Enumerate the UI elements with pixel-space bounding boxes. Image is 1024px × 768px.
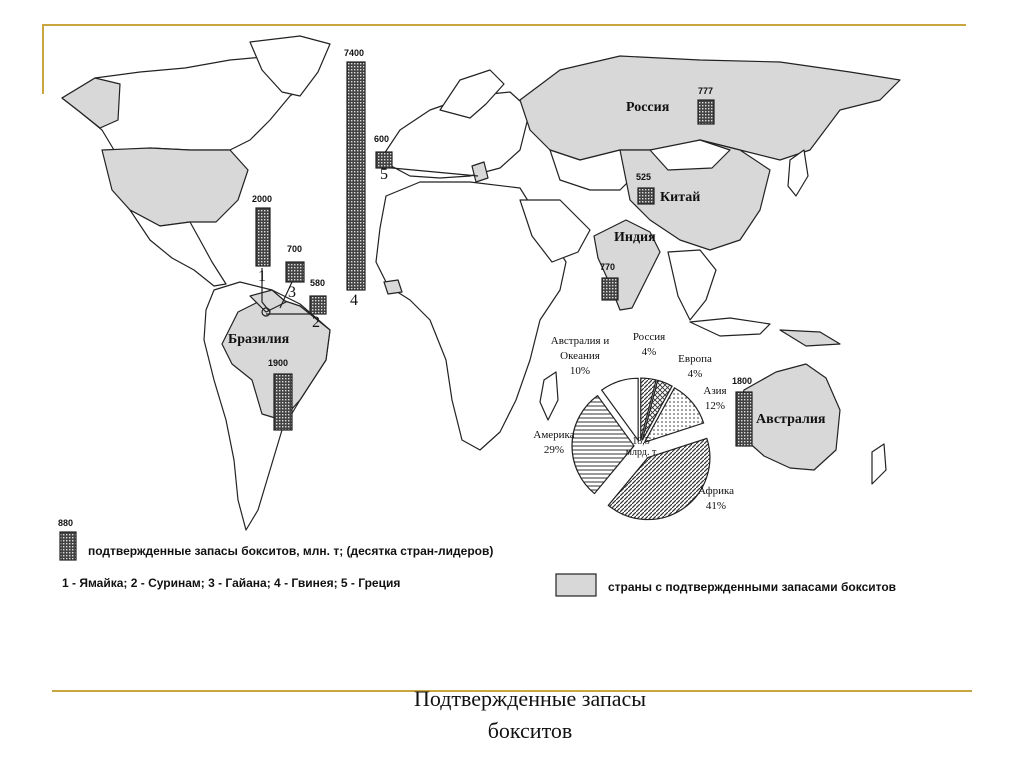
legend-shade-sample [556, 574, 596, 596]
pie-label-america-pct: 29% [543, 444, 565, 456]
pie-label-america-name: Америка [533, 429, 575, 441]
label-brazil: Бразилия [228, 332, 290, 347]
madagascar [540, 372, 558, 420]
marker-1: 1 [258, 268, 266, 285]
pie-label-russia-pct: 4% [641, 346, 657, 358]
guinea [384, 280, 402, 294]
pie-label-europe [670, 352, 720, 382]
value-greece: 600 [374, 134, 390, 144]
value-jamaica: 2000 [252, 194, 273, 204]
pie-label-russia [624, 330, 674, 360]
marker-3: 3 [288, 284, 296, 301]
usa [102, 148, 248, 226]
bar-suriname [310, 296, 326, 314]
slide-title-line1: Подтвержденные запасы [413, 686, 647, 711]
pie-label-asia-pct: 12% [704, 400, 726, 412]
pie-label-australia-oceania [540, 334, 620, 379]
pie-label-asia-name: Азия [703, 385, 727, 397]
pie-center-value: 18,5 [632, 436, 650, 447]
pie-label-australia-oceania-pct: 10% [569, 365, 591, 377]
label-china: Китай [660, 190, 701, 205]
label-australia: Австралия [756, 412, 826, 427]
bar-brazil [274, 374, 292, 430]
pie-label-america [524, 428, 584, 458]
legend-shade-text: страны с подтвержденными запасами бокситов [608, 580, 897, 594]
se-asia [668, 250, 716, 320]
pie-label-asia [690, 384, 740, 414]
value-russia: 777 [698, 86, 714, 96]
value-australia: 1800 [732, 376, 753, 386]
bar-guyana [286, 262, 304, 282]
indonesia-2 [780, 330, 840, 346]
label-russia: Россия [626, 100, 670, 115]
bar-india [602, 278, 618, 300]
value-guyana: 700 [287, 244, 303, 254]
pie-label-africa [688, 484, 744, 514]
bar-russia [698, 100, 714, 124]
alaska [62, 78, 120, 128]
bar-guinea [347, 62, 365, 290]
pie-label-africa-name: Африка [697, 485, 735, 497]
pie-label-russia-name: Россия [632, 331, 666, 343]
value-guinea: 7400 [344, 48, 365, 58]
indonesia-1 [690, 318, 770, 336]
pie-label-europe-name: Европа [678, 353, 712, 365]
pie-label-australia-oceania-name: Австралия и Океания [550, 335, 610, 362]
pie-center-label [616, 436, 666, 458]
value-suriname: 580 [310, 278, 326, 288]
pie-center-unit: млрд. т [625, 447, 657, 458]
bar-china [638, 188, 654, 204]
value-china: 525 [636, 172, 652, 182]
value-brazil: 1900 [268, 358, 289, 368]
bar-jamaica [256, 208, 270, 266]
marker-2: 2 [312, 314, 320, 331]
pie-label-africa-pct: 41% [705, 500, 727, 512]
legend-bar-text: подтвержденные запасы бокситов, млн. т; (десятка стран-лидеров) [88, 544, 494, 558]
new-zealand [872, 444, 886, 484]
legend-bar-sample [60, 532, 76, 560]
value-india: 770 [600, 262, 616, 272]
marker-5: 5 [380, 166, 388, 183]
pie-label-europe-pct: 4% [687, 368, 703, 380]
slide-title-line2: бокситов [487, 718, 573, 743]
label-india: Индия [614, 230, 656, 245]
marker-4: 4 [350, 292, 358, 309]
legend-numbers-text: 1 - Ямайка; 2 - Суринам; 3 - Гайана; 4 - Гвинея; 5 - Греция [62, 576, 401, 590]
legend-sample-value: 880 [58, 518, 74, 528]
